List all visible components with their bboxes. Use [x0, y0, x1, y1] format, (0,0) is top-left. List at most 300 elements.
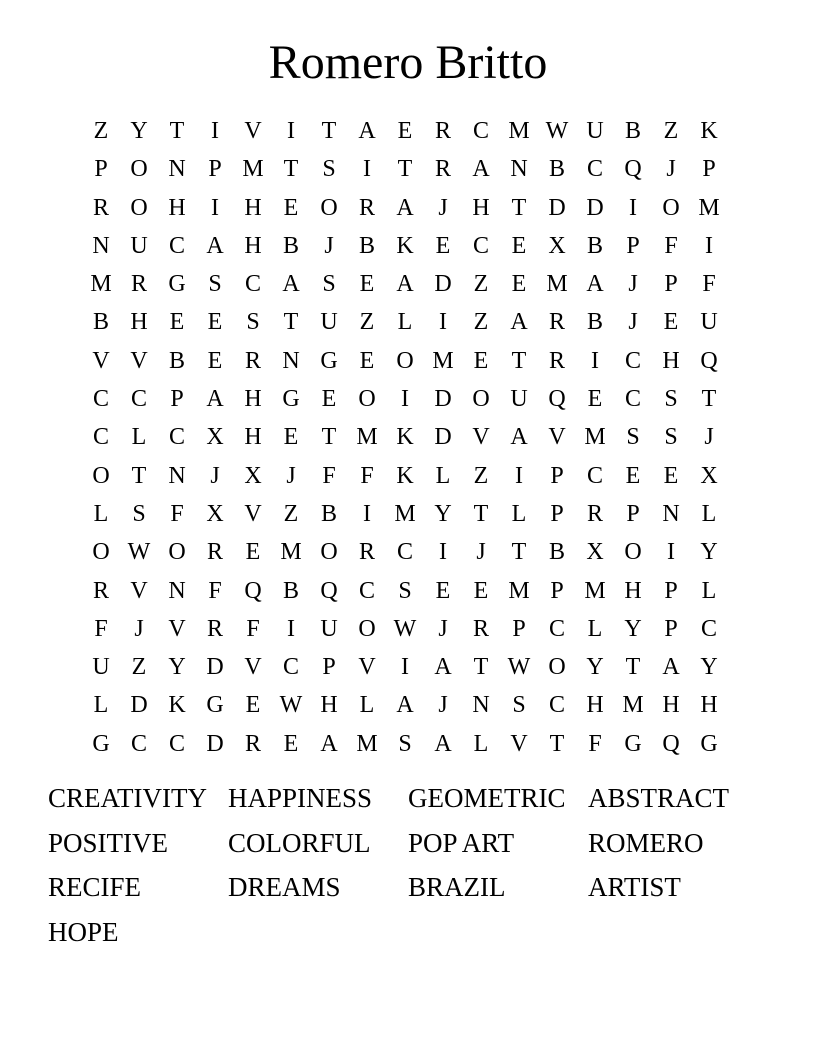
- grid-letter: F: [588, 730, 602, 757]
- grid-letter: Y: [168, 654, 186, 681]
- grid-letter: C: [244, 271, 261, 298]
- grid-letter: E: [359, 347, 375, 374]
- grid-letter: G: [206, 692, 224, 719]
- grid-letter: I: [363, 156, 371, 183]
- grid-letter: J: [210, 462, 220, 489]
- grid-letter: J: [666, 156, 676, 183]
- grid-letter: P: [322, 654, 336, 681]
- grid-letter: W: [279, 692, 303, 719]
- grid-letter: T: [549, 730, 565, 757]
- grid-letter: P: [208, 156, 222, 183]
- grid-letter: P: [512, 615, 526, 642]
- grid-letter: E: [397, 118, 413, 144]
- grid-letter: O: [320, 194, 338, 221]
- grid-letter: J: [476, 539, 486, 566]
- grid-letter: D: [434, 271, 452, 298]
- grid-letter: C: [130, 730, 147, 757]
- grid-letter: C: [624, 347, 641, 374]
- grid-letter: M: [356, 730, 378, 757]
- grid-letter: O: [92, 462, 110, 489]
- grid-letter: O: [130, 194, 148, 221]
- word-list-item: COLORFUL: [228, 827, 371, 858]
- grid-letter: R: [548, 347, 565, 374]
- grid-letter: O: [472, 386, 490, 413]
- grid-letter: R: [434, 118, 451, 144]
- grid-letter: A: [472, 156, 490, 183]
- grid-letter: P: [626, 232, 640, 259]
- grid-letter: A: [510, 424, 528, 451]
- grid-letter: I: [515, 462, 523, 489]
- grid-letter: O: [320, 539, 338, 566]
- grid-letter: J: [438, 692, 448, 719]
- grid-letter: H: [320, 692, 338, 719]
- grid-letter: V: [244, 118, 262, 144]
- grid-letter: J: [628, 271, 638, 298]
- grid-letter: O: [358, 615, 376, 642]
- grid-letter: P: [94, 156, 108, 183]
- grid-letter: C: [472, 232, 489, 259]
- grid-letter: L: [587, 615, 603, 642]
- grid-letter: X: [548, 232, 566, 259]
- grid-letter: E: [473, 347, 489, 374]
- grid-letter: M: [622, 692, 644, 719]
- grid-letter: C: [548, 692, 565, 719]
- grid-letter: L: [701, 500, 717, 527]
- grid-letter: N: [92, 232, 110, 259]
- grid-letter: O: [624, 539, 642, 566]
- grid-letter: U: [320, 309, 338, 336]
- grid-letter: M: [584, 424, 606, 451]
- grid-letter: R: [358, 194, 375, 221]
- grid-letter: C: [396, 539, 413, 566]
- grid-letter: D: [206, 730, 224, 757]
- grid-row: [82, 150, 728, 188]
- grid-row: [82, 265, 728, 303]
- grid-letter: T: [283, 309, 299, 336]
- page-title: Romero Britto: [268, 36, 548, 89]
- grid-letter: D: [130, 692, 148, 719]
- grid-letter: J: [704, 424, 714, 451]
- grid-letter: P: [664, 615, 678, 642]
- grid-letter: C: [92, 424, 109, 451]
- grid-letter: R: [130, 271, 147, 298]
- grid-letter: W: [127, 539, 151, 566]
- grid-letter: E: [283, 730, 299, 757]
- grid-letter: Y: [700, 654, 718, 681]
- grid-row: [82, 189, 728, 227]
- grid-letter: C: [586, 156, 603, 183]
- grid-letter: N: [168, 462, 186, 489]
- grid-letter: E: [359, 271, 375, 298]
- grid-letter: J: [438, 615, 448, 642]
- grid-letter: F: [246, 615, 260, 642]
- grid-letter: U: [130, 232, 148, 259]
- grid-letter: R: [206, 615, 223, 642]
- grid-letter: M: [508, 577, 530, 604]
- grid-letter: E: [207, 309, 223, 336]
- grid-letter: Z: [473, 271, 489, 298]
- grid-letter: O: [396, 347, 414, 374]
- grid-letter: D: [434, 386, 452, 413]
- grid-letter: K: [396, 424, 414, 451]
- grid-row: [82, 686, 728, 724]
- grid-letter: B: [548, 156, 565, 183]
- grid-letter: W: [393, 615, 417, 642]
- grid-letter: C: [168, 232, 185, 259]
- grid-letter: Z: [283, 500, 299, 527]
- grid-letter: R: [244, 730, 261, 757]
- grid-letter: G: [168, 271, 186, 298]
- grid-letter: Z: [359, 309, 375, 336]
- grid-letter: S: [246, 309, 260, 336]
- grid-letter: C: [358, 577, 375, 604]
- grid-letter: A: [358, 118, 376, 144]
- grid-letter: X: [206, 424, 224, 451]
- grid-letter: C: [624, 386, 641, 413]
- grid-letter: I: [591, 347, 599, 374]
- word-list-item: ROMERO: [588, 827, 704, 858]
- grid-letter: L: [359, 692, 375, 719]
- grid-letter: K: [700, 118, 718, 144]
- grid-letter: Q: [662, 730, 680, 757]
- grid-letter: E: [663, 462, 679, 489]
- grid-letter: H: [624, 577, 642, 604]
- grid-letter: P: [550, 500, 564, 527]
- grid-letter: R: [358, 539, 375, 566]
- grid-letter: W: [507, 654, 531, 681]
- grid-letter: C: [92, 386, 109, 413]
- grid-letter: E: [321, 386, 337, 413]
- grid-letter: B: [320, 500, 337, 527]
- grid-letter: G: [700, 730, 718, 757]
- grid-letter: S: [398, 730, 412, 757]
- grid-letter: F: [322, 462, 336, 489]
- letter-grid: [82, 112, 728, 763]
- grid-letter: O: [168, 539, 186, 566]
- word-list-item: ARTIST: [588, 872, 681, 903]
- grid-letter: F: [208, 577, 222, 604]
- grid-letter: X: [586, 539, 604, 566]
- grid-letter: I: [211, 118, 219, 144]
- grid-letter: F: [360, 462, 374, 489]
- grid-letter: M: [394, 500, 416, 527]
- grid-letter: C: [168, 730, 185, 757]
- grid-letter: U: [320, 615, 338, 642]
- grid-letter: A: [206, 386, 224, 413]
- grid-letter: I: [401, 654, 409, 681]
- grid-letter: L: [435, 462, 451, 489]
- grid-letter: E: [587, 386, 603, 413]
- grid-letter: B: [92, 309, 109, 336]
- grid-letter: C: [700, 615, 717, 642]
- grid-letter: Y: [586, 654, 604, 681]
- grid-letter: M: [698, 194, 720, 221]
- grid-letter: U: [510, 386, 528, 413]
- grid-letter: N: [472, 692, 490, 719]
- grid-letter: J: [324, 232, 334, 259]
- grid-letter: I: [667, 539, 675, 566]
- grid-letter: U: [700, 309, 718, 336]
- grid-letter: U: [92, 654, 110, 681]
- grid-letter: U: [586, 118, 604, 144]
- grid-letter: M: [356, 424, 378, 451]
- grid-letter: L: [93, 692, 109, 719]
- grid-letter: P: [170, 386, 184, 413]
- grid-letter: X: [206, 500, 224, 527]
- grid-letter: T: [321, 118, 337, 144]
- grid-letter: I: [211, 194, 219, 221]
- word-list-item: HAPPINESS: [228, 783, 373, 813]
- grid-letter: C: [586, 462, 603, 489]
- grid-letter: B: [624, 118, 641, 144]
- grid-letter: T: [473, 654, 489, 681]
- grid-letter: V: [548, 424, 566, 451]
- grid-letter: B: [586, 309, 603, 336]
- grid-row: [82, 227, 728, 265]
- grid-letter: I: [287, 615, 295, 642]
- grid-letter: V: [168, 615, 186, 642]
- grid-letter: T: [511, 347, 527, 374]
- grid-letter: M: [432, 347, 454, 374]
- grid-letter: Z: [663, 118, 679, 144]
- grid-letter: Y: [700, 539, 718, 566]
- grid-letter: R: [548, 309, 565, 336]
- grid-letter: S: [398, 577, 412, 604]
- grid-letter: T: [473, 500, 489, 527]
- word-list-item: POSITIVE: [48, 827, 168, 858]
- grid-letter: A: [434, 730, 452, 757]
- grid-letter: T: [701, 386, 717, 413]
- grid-letter: X: [700, 462, 718, 489]
- grid-row: [82, 380, 728, 418]
- grid-letter: V: [510, 730, 528, 757]
- grid-letter: E: [169, 309, 185, 336]
- grid-letter: F: [664, 232, 678, 259]
- grid-letter: O: [92, 539, 110, 566]
- grid-letter: M: [90, 271, 112, 298]
- grid-letter: Q: [244, 577, 262, 604]
- grid-letter: O: [662, 194, 680, 221]
- grid-letter: A: [396, 271, 414, 298]
- grid-letter: H: [244, 232, 262, 259]
- grid-row: [82, 533, 728, 571]
- grid-letter: H: [662, 692, 680, 719]
- grid-letter: H: [244, 424, 262, 451]
- grid-letter: Y: [130, 118, 148, 144]
- grid-row: [82, 495, 728, 533]
- grid-letter: V: [244, 654, 262, 681]
- word-list-item: GEOMETRIC: [408, 783, 566, 813]
- grid-letter: T: [397, 156, 413, 183]
- grid-row: [82, 572, 728, 610]
- grid-letter: P: [550, 577, 564, 604]
- grid-letter: A: [434, 654, 452, 681]
- grid-letter: A: [320, 730, 338, 757]
- grid-letter: V: [92, 347, 110, 374]
- grid-letter: G: [282, 386, 300, 413]
- grid-letter: I: [439, 309, 447, 336]
- grid-letter: T: [131, 462, 147, 489]
- grid-letter: B: [358, 232, 375, 259]
- grid-letter: H: [472, 194, 490, 221]
- grid-letter: I: [705, 232, 713, 259]
- grid-row: [82, 648, 728, 686]
- grid-letter: A: [396, 692, 414, 719]
- grid-letter: E: [435, 232, 451, 259]
- grid-letter: H: [130, 309, 148, 336]
- grid-letter: F: [94, 615, 108, 642]
- grid-letter: H: [244, 194, 262, 221]
- grid-letter: A: [662, 654, 680, 681]
- word-list-item: CREATIVITY: [48, 783, 207, 813]
- grid-letter: A: [396, 194, 414, 221]
- grid-letter: B: [586, 232, 603, 259]
- grid-letter: M: [242, 156, 264, 183]
- grid-letter: L: [397, 309, 413, 336]
- grid-letter: V: [358, 654, 376, 681]
- grid-letter: E: [663, 309, 679, 336]
- grid-letter: J: [134, 615, 144, 642]
- word-list-item: RECIFE: [48, 872, 142, 903]
- grid-letter: L: [473, 730, 489, 757]
- grid-letter: T: [169, 118, 185, 144]
- grid-letter: S: [322, 271, 336, 298]
- grid-letter: T: [511, 194, 527, 221]
- grid-row: [82, 725, 728, 763]
- grid-letter: F: [702, 271, 716, 298]
- grid-letter: P: [626, 500, 640, 527]
- grid-letter: Q: [700, 347, 718, 374]
- grid-letter: S: [626, 424, 640, 451]
- grid-letter: M: [508, 118, 530, 144]
- grid-letter: R: [206, 539, 223, 566]
- grid-letter: H: [168, 194, 186, 221]
- grid-letter: V: [130, 347, 148, 374]
- grid-letter: D: [586, 194, 604, 221]
- grid-letter: H: [700, 692, 718, 719]
- grid-letter: D: [548, 194, 566, 221]
- grid-letter: E: [511, 271, 527, 298]
- word-list-item: DREAMS: [228, 872, 341, 903]
- grid-letter: D: [434, 424, 452, 451]
- grid-letter: A: [282, 271, 300, 298]
- grid-letter: C: [472, 118, 489, 144]
- grid-letter: K: [396, 462, 414, 489]
- grid-letter: K: [168, 692, 186, 719]
- grid-letter: S: [132, 500, 146, 527]
- grid-letter: T: [625, 654, 641, 681]
- grid-letter: L: [131, 424, 147, 451]
- grid-letter: L: [511, 500, 527, 527]
- grid-letter: C: [282, 654, 299, 681]
- grid-letter: P: [664, 271, 678, 298]
- word-list-item: BRAZIL: [408, 872, 506, 903]
- grid-letter: R: [586, 500, 603, 527]
- grid-letter: Z: [473, 462, 489, 489]
- grid-letter: A: [510, 309, 528, 336]
- grid-letter: N: [510, 156, 528, 183]
- grid-letter: Y: [624, 615, 642, 642]
- grid-letter: E: [435, 577, 451, 604]
- grid-letter: R: [92, 194, 109, 221]
- grid-letter: S: [664, 424, 678, 451]
- grid-letter: B: [548, 539, 565, 566]
- grid-letter: G: [624, 730, 642, 757]
- grid-letter: M: [546, 271, 568, 298]
- grid-letter: C: [548, 615, 565, 642]
- grid-letter: F: [170, 500, 184, 527]
- grid-letter: S: [322, 156, 336, 183]
- grid-letter: C: [168, 424, 185, 451]
- grid-letter: Q: [548, 386, 566, 413]
- grid-row: [82, 112, 728, 150]
- grid-letter: N: [168, 156, 186, 183]
- grid-letter: I: [439, 539, 447, 566]
- grid-row: [82, 457, 728, 495]
- grid-letter: Q: [624, 156, 642, 183]
- grid-letter: O: [548, 654, 566, 681]
- grid-letter: V: [130, 577, 148, 604]
- word-list-item: POP ART: [408, 827, 515, 858]
- grid-letter: I: [363, 500, 371, 527]
- grid-letter: R: [92, 577, 109, 604]
- grid-letter: B: [282, 232, 299, 259]
- grid-letter: R: [434, 156, 451, 183]
- grid-letter: H: [662, 347, 680, 374]
- grid-letter: R: [472, 615, 489, 642]
- grid-letter: E: [245, 539, 261, 566]
- grid-letter: D: [206, 654, 224, 681]
- grid-letter: E: [245, 692, 261, 719]
- grid-letter: G: [320, 347, 338, 374]
- grid-letter: X: [244, 462, 262, 489]
- grid-letter: N: [662, 500, 680, 527]
- grid-letter: T: [511, 539, 527, 566]
- grid-letter: J: [286, 462, 296, 489]
- grid-letter: E: [283, 194, 299, 221]
- grid-letter: N: [282, 347, 300, 374]
- grid-letter: N: [168, 577, 186, 604]
- grid-row: [82, 303, 728, 341]
- grid-letter: T: [283, 156, 299, 183]
- grid-letter: M: [280, 539, 302, 566]
- grid-letter: B: [282, 577, 299, 604]
- grid-letter: Y: [434, 500, 452, 527]
- grid-letter: B: [168, 347, 185, 374]
- grid-letter: J: [628, 309, 638, 336]
- grid-letter: O: [130, 156, 148, 183]
- word-list: [48, 776, 768, 955]
- grid-letter: A: [206, 232, 224, 259]
- grid-letter: V: [244, 500, 262, 527]
- grid-letter: E: [207, 347, 223, 374]
- grid-letter: L: [93, 500, 109, 527]
- grid-letter: G: [92, 730, 110, 757]
- grid-letter: J: [438, 194, 448, 221]
- grid-letter: H: [586, 692, 604, 719]
- grid-letter: I: [401, 386, 409, 413]
- grid-letter: L: [701, 577, 717, 604]
- grid-letter: I: [287, 118, 295, 144]
- grid-letter: I: [629, 194, 637, 221]
- grid-letter: C: [130, 386, 147, 413]
- grid-letter: R: [244, 347, 261, 374]
- grid-letter: H: [244, 386, 262, 413]
- grid-letter: S: [208, 271, 222, 298]
- grid-letter: E: [511, 232, 527, 259]
- grid-letter: M: [584, 577, 606, 604]
- grid-letter: S: [664, 386, 678, 413]
